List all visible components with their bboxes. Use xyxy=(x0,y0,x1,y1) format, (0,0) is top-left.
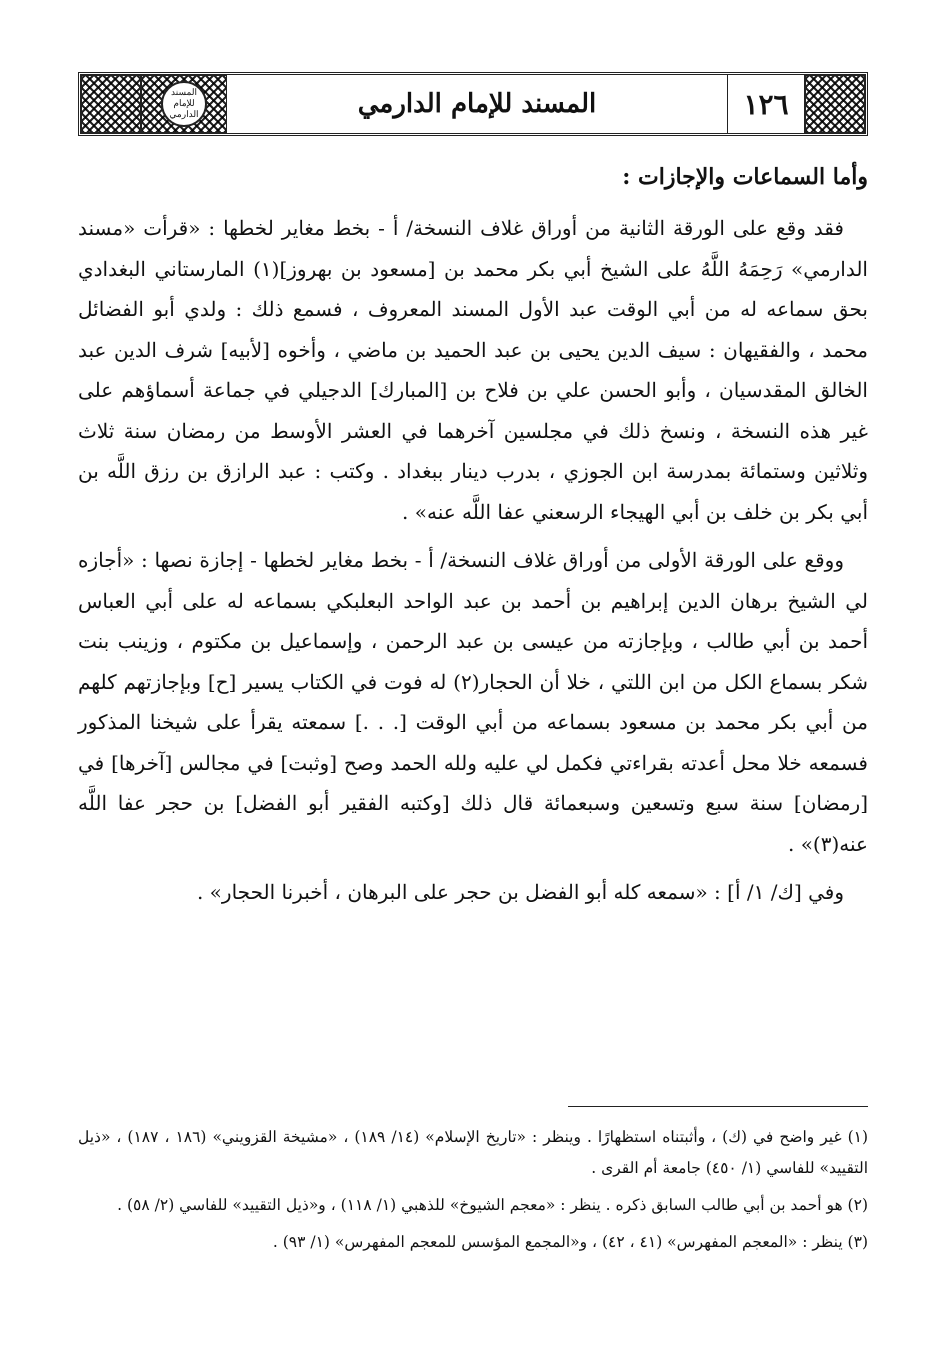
header-ornament-left-outer xyxy=(81,75,141,133)
main-text xyxy=(78,160,868,921)
footnote-separator xyxy=(568,1106,868,1107)
paragraph-3: وفي [ك/ ١/ أ] : «سمعه كله أبو الفضل بن حجر على البرهان ، أخبرنا الحجار» . xyxy=(196,880,844,904)
section-title: وأما السماعات والإجازات : xyxy=(622,164,868,190)
footnote-2: (٢) هو أحمد بن أبي طالب السابق ذكره . ينظر : «معجم الشيوخ» للذهبي (١/ ١١٨) ، و«ذيل التقييد» للفاسي (٢/ ٥٨) . xyxy=(117,1196,868,1214)
paragraph-1: فقد وقع على الورقة الثانية من أوراق غلاف النسخة/ أ - بخط مغاير لخطها : «قرأت «مسند الدارمي» رَحِمَهُ اللَّهُ على الشيخ أبي بكر محمد بن [مسعود بن بهروز](١) المارستاني البغدادي بحق سماعه له من أبي الوقت عبد الأول المسند المعروف ، فسمع ذلك : ولدي أبو الفضائل محمد ، والفقيهان : سيف الدين يحيى بن عبد الحميد بن ماضي ، وأخوه [لأبيه] شرف الدين عبد الخالق المقدسيان ، وأبو الحسن علي بن فلاح بن [المبارك] الدجيلي في جماعة أسماؤهم على غير هذه النسخة ، ونسخ ذلك في مجلسين آخرهما في العشر الأوسط من رمضان سنة ثلاث وثلاثين وستمائة بمدرسة ابن الجوزي ، بدرب دينار ببغداد . وكتب : عبد الرازق بن رزق اللَّه بن أبي بكر بن خلف بن أبي الهيجاء الرسعني عفا اللَّه عنه» . xyxy=(78,216,868,524)
header-ornament-right xyxy=(805,75,865,133)
paragraph-2: ووقع على الورقة الأولى من أوراق غلاف النسخة/ أ - بخط مغاير لخطها - إجازة نصها : «أجازه لي الشيخ برهان الدين إبراهيم بن أحمد بن عبد الواحد البعلبكي بسماعه له على أبي العباس أحمد بن أبي طالب ، وبإجازته من عيسى بن عبد الرحمن ، وإسماعيل بن مكتوم ، وزينب بنت شكر بسماع الكل من ابن اللتي ، خلا أن الحجار(٢) له فوت في الكتاب يسير [ح] وبإجازتهم كلهم من أبي بكر محمد بن مسعود بسماعه من أبي الوقت [. . .] سمعته يقرأ على شيخنا المذكور فسمعه خلا محل أعدته بقراءتي فكمل لي عليه ولله الحمد وصح [وثبت] في مجالس [آخرها] في [رمضان] سنة سبع وتسعين وسبعمائة قال ذلك [وكتبه الفقير أبو الفضل] بن حجر عفا اللَّه عنه(٣)» . xyxy=(78,548,869,856)
footnotes xyxy=(78,1122,868,1264)
footnote-1: (١) غير واضح في (ك) ، وأثبتناه استظهارًا . وينظر : «تاريخ الإسلام» (١٤/ ١٨٩) ، «مشيخة القزويني» (١٨٦ ، ١٨٧) ، «ذيل التقييد» للفاسي (١/ ٤٥٠) جامعة أم القرى . xyxy=(78,1128,869,1177)
header-medallion: المسند للإمام الدارمي xyxy=(161,81,207,127)
page-header xyxy=(78,72,868,136)
page-number: ١٢٦ xyxy=(727,75,805,133)
running-title: المسند للإمام الدارمي xyxy=(357,89,597,119)
header-ornament-left xyxy=(141,75,227,133)
footnote-3: (٣) ينظر : «المعجم المفهرس» (٤١ ، ٤٢) ، و«المجمع المؤسس للمعجم المفهرس» (١/ ٩٣) . xyxy=(272,1233,868,1251)
